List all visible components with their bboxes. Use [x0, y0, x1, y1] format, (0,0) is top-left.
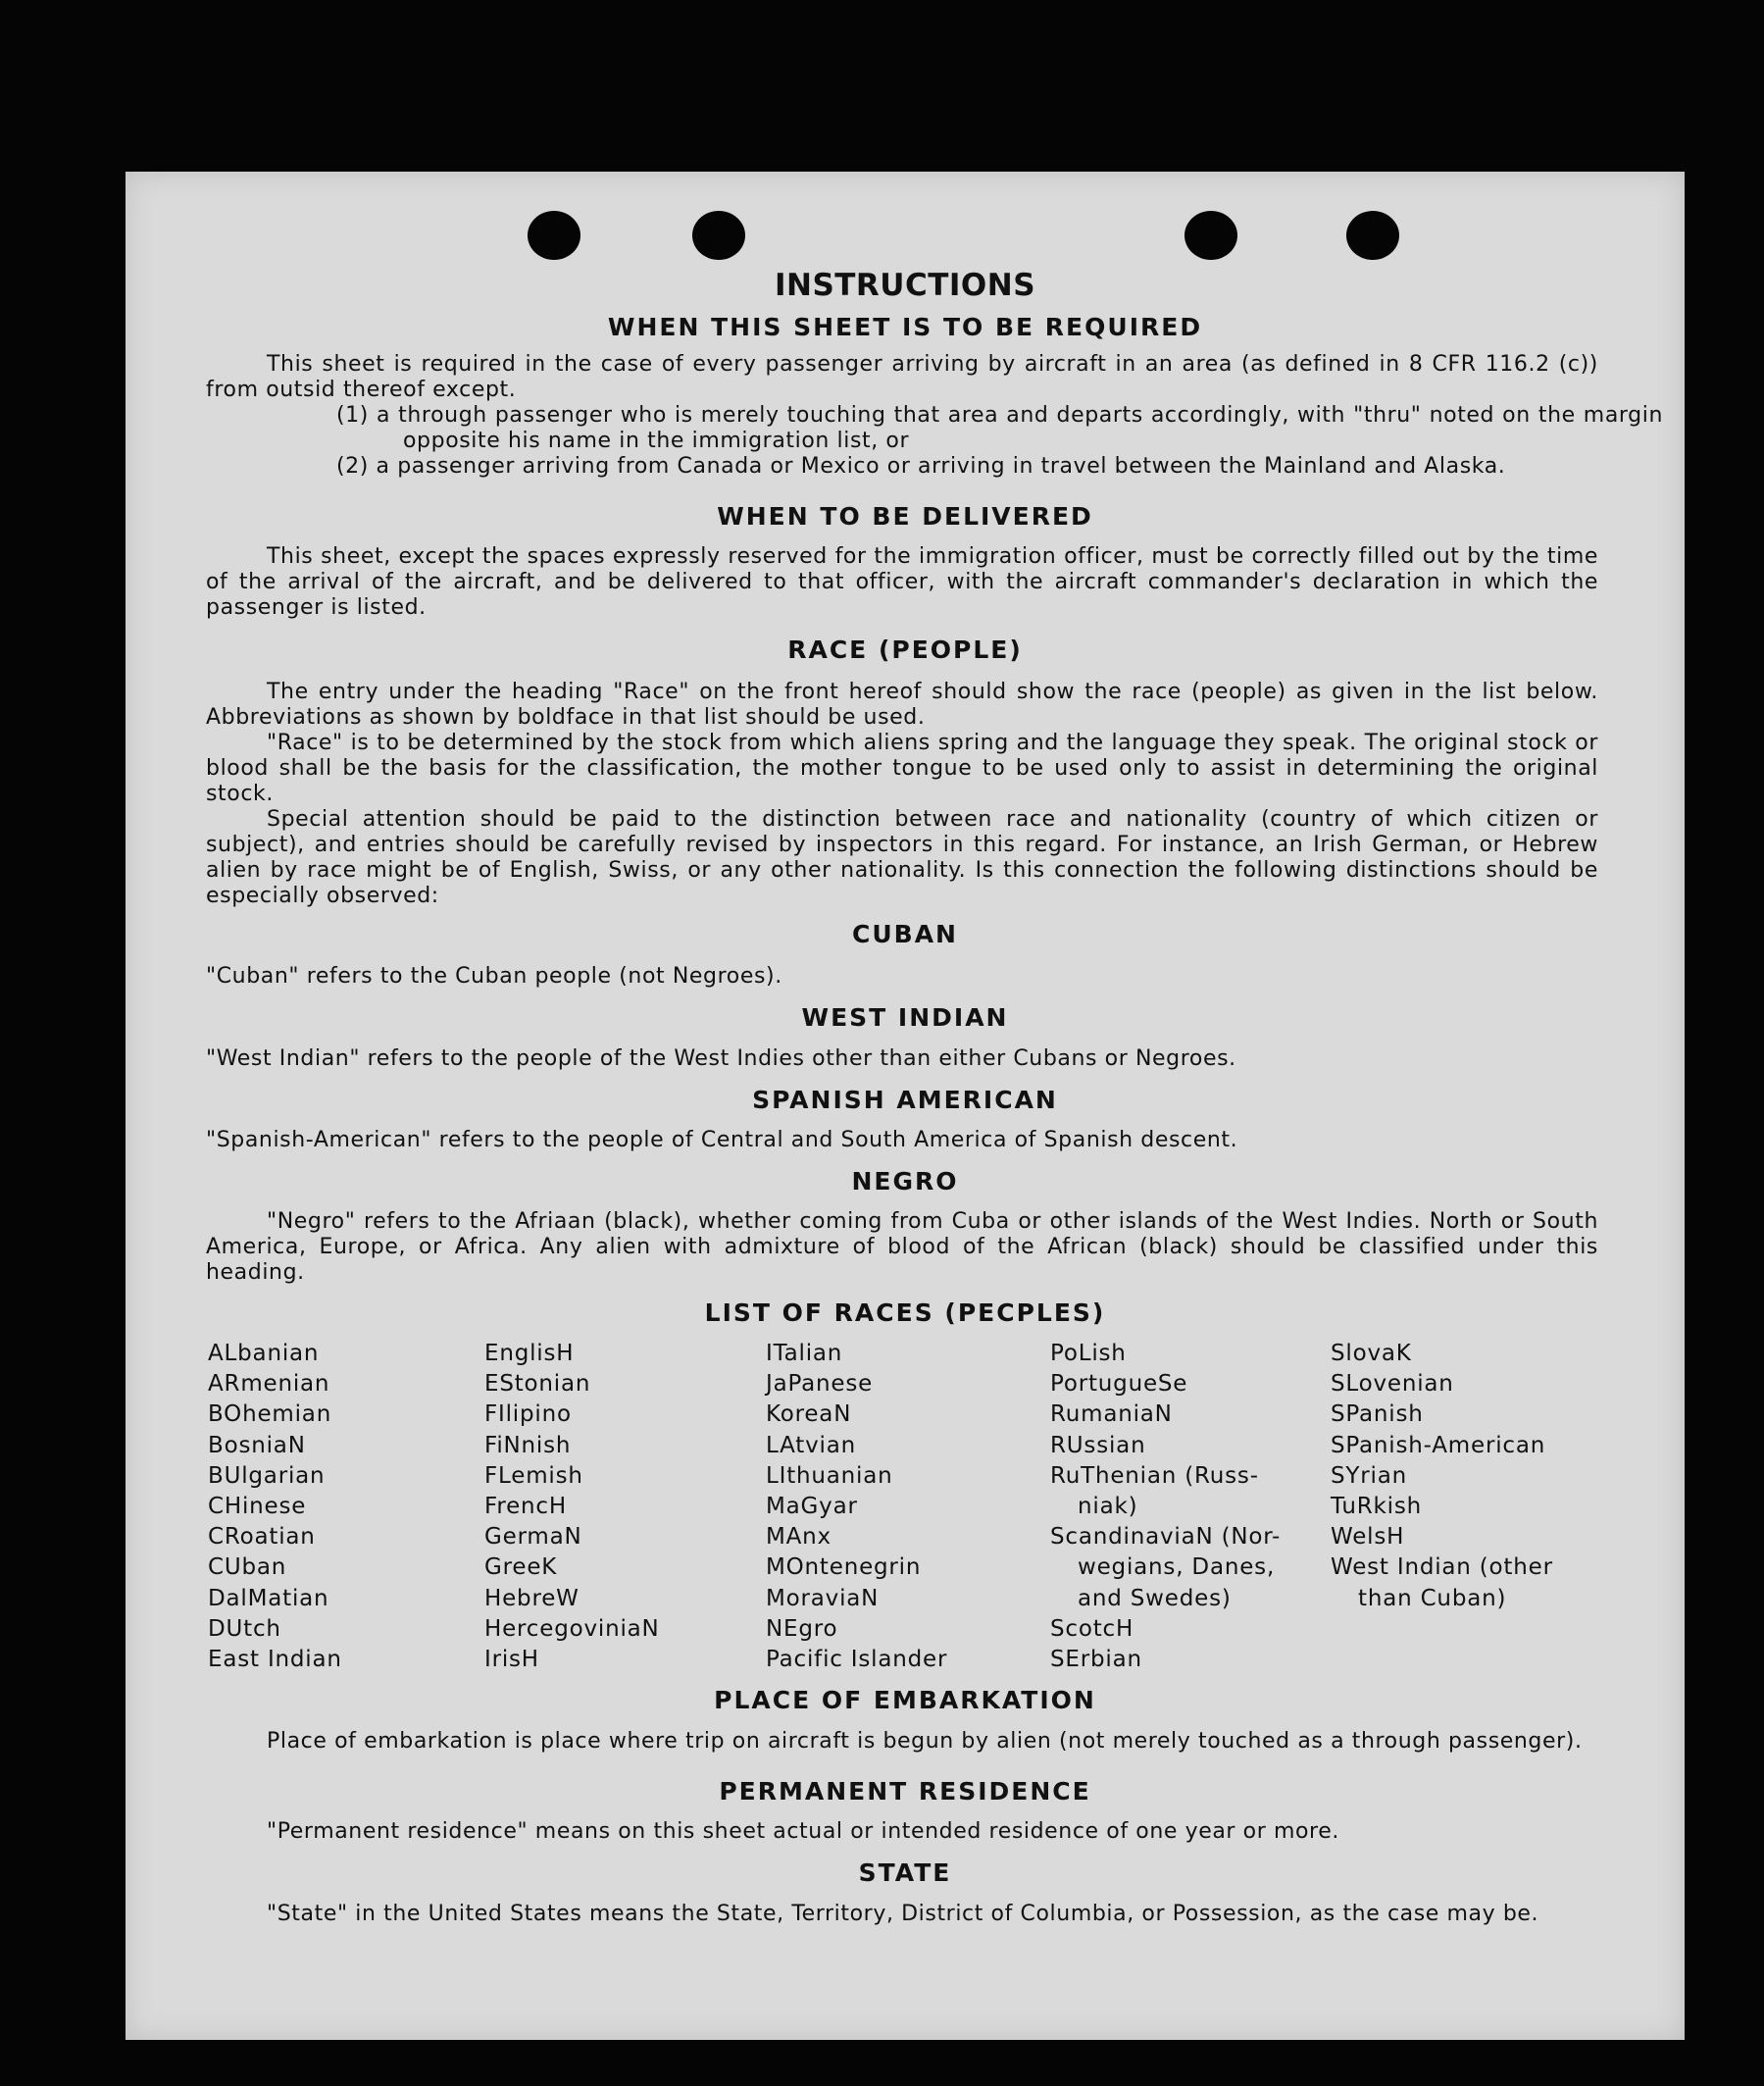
heading-race: RACE (PEOPLE) [787, 636, 1023, 664]
race-item: SErbian [1050, 1647, 1142, 1673]
race-item: ARmenian [208, 1371, 330, 1398]
race-item: KoreaN [766, 1401, 852, 1428]
races-column-4 [1050, 1339, 1281, 1675]
race-item: LIthuanian [766, 1462, 893, 1489]
heading-spanish-american: SPANISH AMERICAN [752, 1086, 1058, 1114]
heading-cuban: CUBAN [852, 920, 958, 948]
heading-list-of-races: LIST OF RACES (PECPLES) [704, 1298, 1106, 1327]
race-item: CHinese [208, 1494, 307, 1520]
race-item: GreeK [484, 1554, 558, 1581]
race-item: SPanish [1331, 1401, 1424, 1428]
punch-hole [692, 211, 745, 260]
race-item: BOhemian [208, 1401, 332, 1428]
race-item: BosniaN [208, 1432, 306, 1458]
race-item: LAtvian [766, 1432, 856, 1458]
race-item: DalMatian [208, 1585, 329, 1611]
paragraph-cuban: "Cuban" refers to the Cuban people (not Negroes). [206, 964, 782, 989]
paragraph-west-indian: "West Indian" refers to the people of the West Indies other than either Cubans or Negroes. [206, 1046, 1236, 1071]
paragraph-race-2: "Race" is to be determined by the stock from which aliens spring and the language they speak. The original stock or blood shall be the basis for the classification, the mother tongue to be used only to assist in determining the original stock. [206, 731, 1598, 806]
race-item: than Cuban) [1358, 1585, 1507, 1611]
race-item: EStonian [484, 1371, 591, 1398]
race-item: CRoatian [208, 1524, 316, 1551]
race-item: niak) [1078, 1494, 1138, 1520]
race-item: MoraviaN [766, 1585, 880, 1611]
paragraph-race-3: Special attention should be paid to the distinction between race and nationality (country of which citizen or subject), and entries should be carefully revised by inspectors in this regard. For instance, an Irish German, or Hebrew alien by race might be of English, Swiss, or any other nationality. Is this connection the following distinctions should be especially observed: [206, 807, 1598, 908]
race-item: MOntenegrin [766, 1554, 922, 1581]
race-item: wegians, Danes, [1078, 1554, 1276, 1581]
punch-hole [528, 211, 580, 260]
paragraph-spanish-american: "Spanish-American" refers to the people of Central and South America of Spanish descent. [206, 1128, 1238, 1152]
race-item: East Indian [208, 1647, 342, 1673]
race-item: CUban [208, 1554, 287, 1581]
document-sheet [126, 172, 1685, 2040]
race-item: ITalian [766, 1341, 843, 1366]
paragraph-embarkation: Place of embarkation is place where trip on aircraft is begun by alien (not merely touched as a through passenger). [267, 1729, 1583, 1754]
races-column-2 [484, 1339, 660, 1675]
heading-when-required: WHEN THIS SHEET IS TO BE REQUIRED [607, 313, 1203, 341]
race-item: HebreW [484, 1585, 580, 1611]
race-item: WelsH [1331, 1524, 1405, 1551]
race-item: and Swedes) [1078, 1585, 1232, 1611]
race-item: IrisH [484, 1647, 539, 1673]
paragraph-delivered: This sheet, except the spaces expressly reserved for the immigration officer, must be correctly filled out by the time of the arrival of the aircraft, and be delivered to that officer, with the aircraft commander's declaration in which the passenger is listed. [206, 544, 1598, 620]
list-item-exception-1: (1) a through passenger who is merely touching that area and departs accordingly, with "thru" noted on the margin opposite his name in the immigration list, or [336, 403, 1663, 453]
race-item: FrencH [484, 1494, 567, 1520]
heading-state: STATE [858, 1858, 952, 1887]
race-item: JaPanese [766, 1371, 874, 1398]
race-item: ScandinaviaN (Nor- [1050, 1524, 1282, 1551]
race-item: SPanish-American [1331, 1432, 1546, 1458]
races-column-3 [766, 1339, 947, 1675]
race-item: EnglisH [484, 1341, 575, 1366]
race-item: BUlgarian [208, 1462, 326, 1489]
race-item: FIlipino [484, 1401, 572, 1428]
race-item: SLovenian [1331, 1371, 1454, 1398]
race-item: NEgro [766, 1615, 838, 1642]
heading-place-of-embarkation: PLACE OF EMBARKATION [714, 1686, 1096, 1714]
race-item: RumaniaN [1050, 1401, 1173, 1428]
races-column-1 [208, 1339, 342, 1675]
paragraph-state: "State" in the United States means the State, Territory, District of Columbia, or Possession, as the case may be. [267, 1902, 1539, 1926]
race-item: DUtch [208, 1615, 281, 1642]
race-item: HercegoviniaN [484, 1615, 660, 1642]
punch-hole [1184, 211, 1237, 260]
race-item: ScotcH [1050, 1615, 1134, 1642]
page-title: INSTRUCTIONS [774, 268, 1036, 303]
race-item: TuRkish [1331, 1494, 1422, 1520]
race-item: ALbanian [208, 1341, 320, 1366]
race-item: FLemish [484, 1462, 583, 1489]
heading-west-indian: WEST INDIAN [801, 1003, 1009, 1032]
races-column-5 [1331, 1339, 1553, 1614]
race-item: MAnx [766, 1524, 832, 1551]
paragraph-negro: "Negro" refers to the Afriaan (black), whether coming from Cuba or other islands of the West Indies. North or South America, Europe, or Africa. Any alien with admixture of blood of the African (black) should be classified under this heading. [206, 1209, 1598, 1285]
list-item-exception-2: (2) a passenger arriving from Canada or Mexico or arriving in travel between the Mainland and Alaska. [336, 454, 1506, 479]
race-item: SlovaK [1331, 1341, 1412, 1366]
race-item: PortugueSe [1050, 1371, 1188, 1398]
heading-permanent-residence: PERMANENT RESIDENCE [719, 1777, 1091, 1806]
punch-hole [1346, 211, 1399, 260]
paragraph-required-intro: This sheet is required in the case of every passenger arriving by aircraft in an area (as defined in 8 CFR 116.2 (c)) from outsid thereof except. [206, 352, 1598, 402]
paragraph-race-1: The entry under the heading "Race" on the front hereof should show the race (people) as given in the list below. Abbreviations as shown by boldface in that list should be used. [206, 680, 1598, 730]
race-item: PoLish [1050, 1341, 1127, 1366]
race-item: SYrian [1331, 1462, 1407, 1489]
race-item: MaGyar [766, 1494, 858, 1520]
heading-negro: NEGRO [851, 1167, 959, 1196]
paragraph-residence: "Permanent residence" means on this sheet actual or intended residence of one year or more. [267, 1819, 1339, 1844]
race-item: FiNnish [484, 1432, 572, 1458]
heading-when-delivered: WHEN TO BE DELIVERED [717, 502, 1093, 531]
race-item: West Indian (other [1331, 1554, 1553, 1581]
race-item: Pacific Islander [766, 1647, 948, 1673]
race-item: GermaN [484, 1524, 582, 1551]
race-item: RUssian [1050, 1432, 1146, 1458]
race-item: RuThenian (Russ- [1050, 1462, 1259, 1489]
